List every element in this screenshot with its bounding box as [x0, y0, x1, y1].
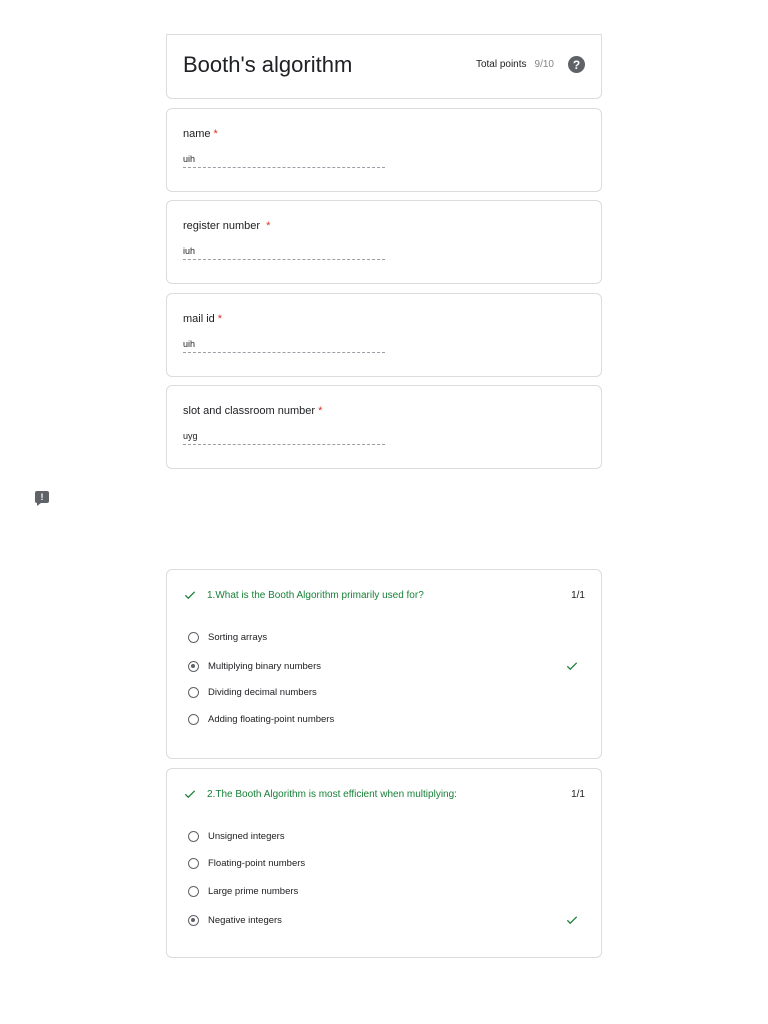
option-label: Adding floating-point numbers: [208, 714, 335, 725]
radio-button[interactable]: [188, 632, 199, 643]
field-label: [183, 313, 222, 325]
question-header: [183, 787, 585, 801]
question-score: 1/1: [571, 788, 585, 800]
option-dividing-decimal[interactable]: [188, 687, 581, 698]
total-points-label: Total points: [475, 59, 527, 70]
radio-button-selected[interactable]: [188, 661, 199, 672]
radio-button[interactable]: [188, 858, 199, 869]
required-asterisk: *: [318, 405, 323, 417]
check-icon: [183, 588, 197, 602]
option-floating-point[interactable]: [188, 858, 581, 869]
form-title-card: [166, 34, 602, 99]
report-feedback-icon[interactable]: !: [35, 491, 49, 503]
option-label: Floating-point numbers: [208, 858, 306, 869]
correct-check-icon: [565, 913, 579, 927]
field-label: [183, 405, 322, 417]
option-negative-integers[interactable]: [188, 913, 581, 927]
correct-check-icon: [565, 659, 579, 673]
field-card-slot-classroom: [166, 385, 602, 469]
total-points: [476, 56, 585, 73]
option-label: Multiplying binary numbers: [208, 660, 321, 672]
option-multiplying-binary[interactable]: [188, 659, 581, 673]
total-points-value: 9/10: [534, 59, 554, 70]
field-label-text: register number: [183, 220, 264, 232]
field-label-text: mail id: [183, 313, 215, 325]
option-large-prime[interactable]: [188, 886, 581, 897]
option-label: Unsigned integers: [208, 831, 285, 842]
option-sorting-arrays[interactable]: [188, 632, 581, 643]
check-icon: [183, 787, 197, 801]
field-card-mail-id: [166, 293, 602, 377]
radio-button[interactable]: [188, 687, 199, 698]
field-card-register-number: [166, 200, 602, 284]
radio-button[interactable]: [188, 831, 199, 842]
radio-button-selected[interactable]: [188, 915, 199, 926]
required-asterisk: *: [213, 128, 218, 140]
field-label-text: name: [183, 128, 211, 140]
option-label: Sorting arrays: [208, 632, 268, 643]
name-field[interactable]: uih: [183, 154, 385, 168]
question-text: 1.What is the Booth Algorithm primarily used for?: [207, 589, 424, 601]
option-adding-floating[interactable]: [188, 714, 581, 725]
register-number-field[interactable]: iuh: [183, 246, 385, 260]
slot-classroom-field[interactable]: uyg: [183, 431, 385, 445]
help-icon[interactable]: ?: [568, 56, 585, 73]
question-header: [183, 588, 585, 602]
radio-button[interactable]: [188, 714, 199, 725]
form-title: Booth's algorithm: [183, 52, 353, 77]
question-text: 2.The Booth Algorithm is most efficient when multiplying:: [207, 788, 457, 800]
radio-button[interactable]: [188, 886, 199, 897]
option-label: Large prime numbers: [208, 886, 299, 897]
field-label-text: slot and classroom number: [183, 405, 316, 417]
field-label: [183, 128, 218, 140]
required-asterisk: *: [266, 220, 271, 232]
question-score: 1/1: [571, 589, 585, 601]
question-card-2: [166, 768, 602, 958]
option-label: Negative integers: [208, 914, 282, 926]
question-card-1: [166, 569, 602, 759]
option-unsigned-integers[interactable]: [188, 831, 581, 842]
field-label: [183, 220, 270, 232]
mail-id-field[interactable]: uih: [183, 339, 385, 353]
option-label: Dividing decimal numbers: [208, 687, 317, 698]
field-card-name: [166, 108, 602, 192]
required-asterisk: *: [217, 313, 223, 325]
